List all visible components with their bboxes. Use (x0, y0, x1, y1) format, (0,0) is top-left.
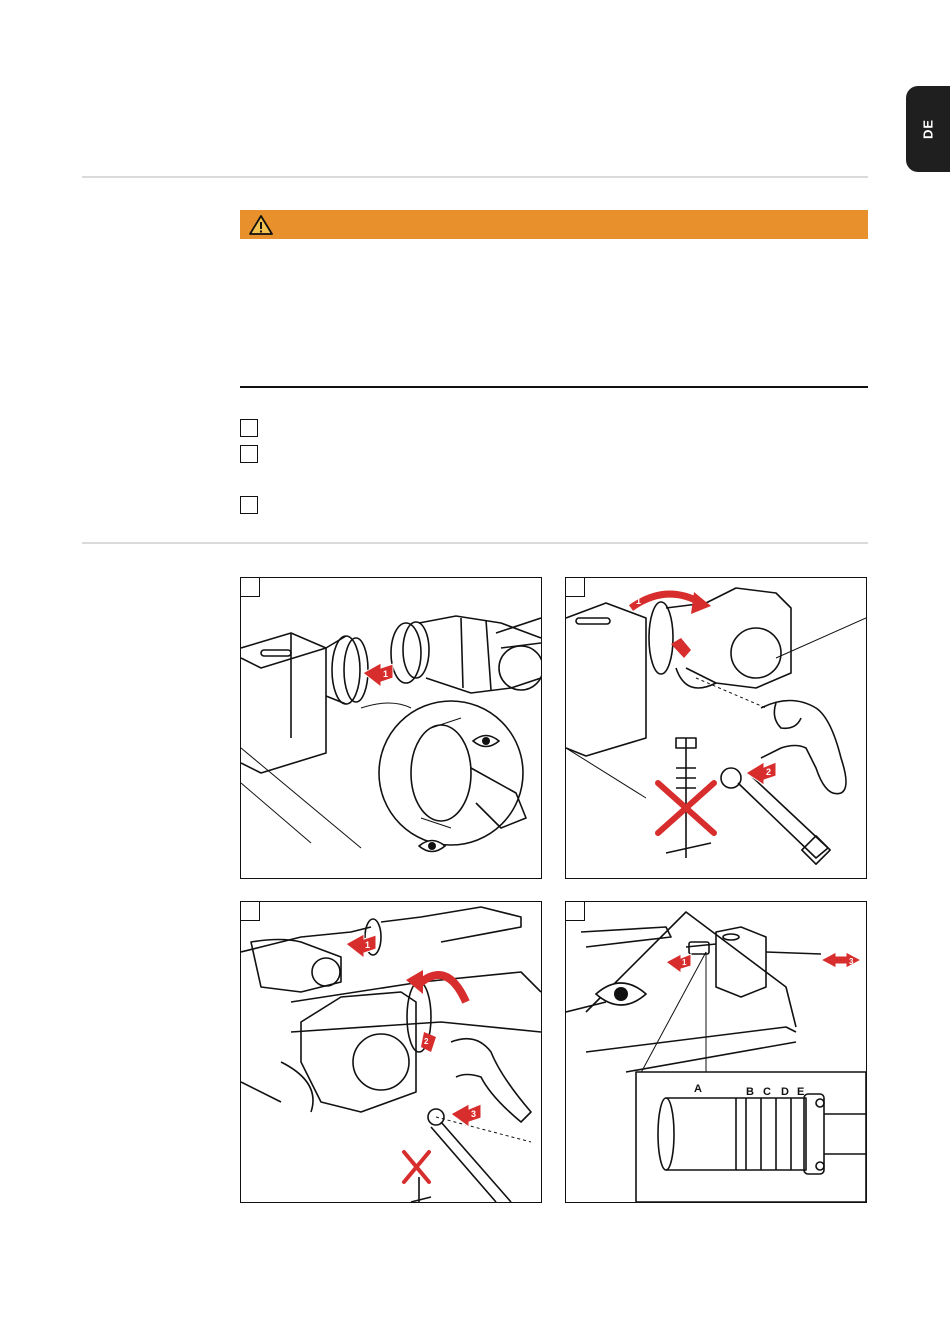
eye-icon (419, 841, 445, 852)
detail-label-b: B (746, 1086, 754, 1098)
figure-2-illustration (566, 578, 866, 878)
arrow-step-1 (666, 954, 691, 973)
svg-text:2: 2 (766, 767, 772, 777)
section-divider-top (82, 176, 868, 178)
step-checkbox-1 (240, 419, 258, 437)
figure-panel-1 (240, 577, 542, 879)
figure-1-illustration (241, 578, 541, 878)
language-tab-label: DE (920, 118, 936, 140)
arrow-step-2 (746, 762, 776, 785)
eye-icon (596, 983, 646, 1005)
arrow-step-3 (821, 952, 861, 968)
arrow-step-3 (451, 1104, 481, 1127)
warning-end-rule (240, 386, 868, 388)
not-allowed-icon (404, 1152, 429, 1182)
section-divider-middle (82, 542, 868, 544)
svg-text:3: 3 (471, 1109, 477, 1119)
language-tab (906, 86, 950, 172)
detail-label-e: E (797, 1086, 805, 1098)
svg-text:1: 1 (636, 596, 642, 606)
figure-number-box (565, 901, 585, 921)
figure-number-box (565, 577, 585, 597)
arrow-step-1 (631, 592, 711, 658)
detail-label-d: D (781, 1086, 789, 1098)
svg-text:2: 2 (424, 1037, 429, 1046)
figure-4-illustration (566, 902, 866, 1202)
step-checkbox-2 (240, 445, 258, 463)
svg-text:1: 1 (365, 940, 371, 950)
warning-triangle-icon (248, 214, 274, 236)
figure-number-box (240, 577, 260, 597)
figure-panel-2 (565, 577, 867, 879)
warning-banner (240, 210, 868, 239)
figure-panel-4 (565, 901, 867, 1203)
step-checkbox-3 (240, 496, 258, 514)
figure-number-box (240, 901, 260, 921)
figure-panel-3 (240, 901, 542, 1203)
svg-text:3: 3 (849, 957, 854, 966)
svg-text:1: 1 (682, 958, 687, 967)
detail-label-c: C (763, 1086, 771, 1098)
figure-3-illustration (241, 902, 541, 1202)
detail-label-a: A (694, 1083, 702, 1095)
svg-text:1: 1 (383, 669, 389, 679)
eye-icon (473, 736, 499, 747)
